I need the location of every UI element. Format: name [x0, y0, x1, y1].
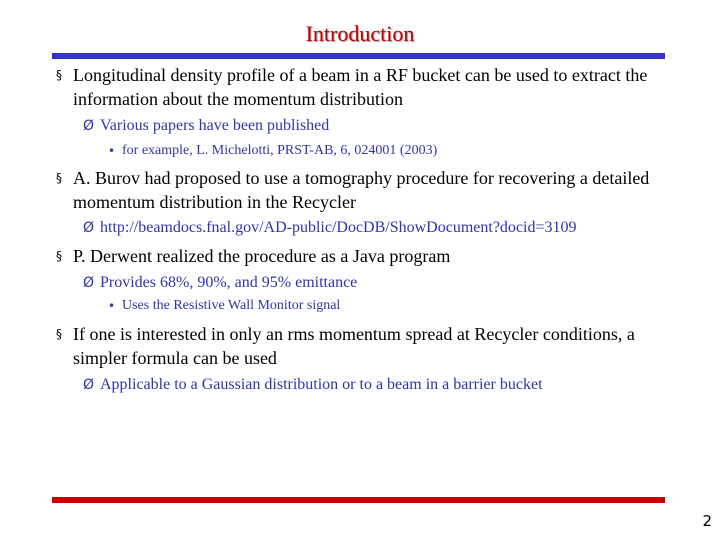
sub-bullet-3-1	[83, 273, 680, 293]
bullet-text: Longitudinal density profile of a beam in a RF bucket can be used to extract the information about the momentum distribution	[73, 65, 648, 109]
sub-bullet-1-1	[83, 116, 680, 136]
bullet-text: A. Burov had proposed to use a tomography procedure for recovering a detailed momentum distribution in the Recycler	[73, 168, 650, 212]
sub-sub-bullet-1-1-1	[108, 142, 682, 160]
bottom-divider	[52, 497, 665, 503]
bullet-2	[56, 166, 663, 214]
sub-sub-bullet-3-1-1	[108, 297, 682, 315]
bullet-1	[56, 63, 663, 111]
sub-sub-bullet-text: Uses the Resistive Wall Monitor signal	[122, 298, 341, 313]
bullet-text: P. Derwent realized the procedure as a Java program	[73, 246, 451, 266]
sub-bullet-text: Various papers have been published	[100, 117, 330, 134]
page-number: 2	[702, 512, 712, 530]
bullet-marker: §	[56, 171, 62, 185]
arrow-marker: Ø	[83, 275, 95, 291]
slide-title: Introduction	[305, 21, 415, 46]
sub-sub-bullet-text: for example, L. Michelotti, PRST-AB, 6, 024001 (2003)	[122, 143, 438, 158]
bullet-marker: §	[56, 249, 62, 263]
arrow-marker: Ø	[83, 220, 95, 236]
sub-bullet-text: Provides 68%, 90%, and 95% emittance	[100, 274, 358, 291]
sub-bullet-text: Applicable to a Gaussian distribution or to a beam in a barrier bucket	[100, 376, 543, 393]
dot-marker: •	[108, 299, 116, 313]
bullet-text: If one is interested in only an rms momentum spread at Recycler conditions, a simpler formula can be used	[73, 324, 635, 368]
bullet-marker: §	[56, 327, 62, 341]
docdb-link[interactable]: http://beamdocs.fnal.gov/AD-public/DocDB/ShowDocument?docid=3109	[100, 219, 577, 236]
arrow-marker: Ø	[83, 118, 95, 134]
bullet-4	[56, 322, 663, 370]
sub-bullet-2-1	[83, 218, 680, 238]
top-divider	[52, 53, 665, 59]
sub-bullet-4-1	[83, 375, 680, 395]
dot-marker: •	[108, 144, 116, 158]
arrow-marker: Ø	[83, 377, 95, 393]
bullet-marker: §	[56, 68, 62, 82]
bullet-3	[56, 244, 663, 268]
